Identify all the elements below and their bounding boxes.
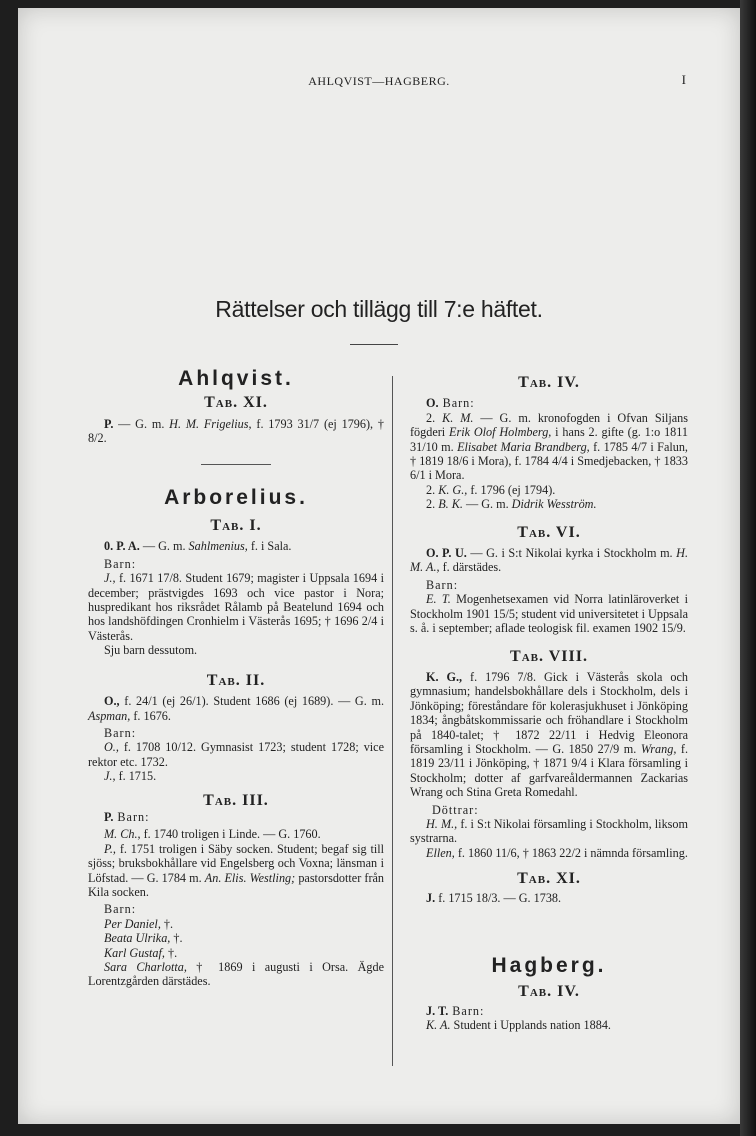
entry-paragraph: 2. K. G., f. 1796 (ej 1794). [426, 482, 556, 497]
entry-paragraph: P., f. 1751 troligen i Säby socken. Student; begaf sig till sjöss; bruksbokhållare vid Engelsberg och Voxna; länsman i Löfstad. — G. 1784 m. An. Elis. Westling; pastorsdotter från Kila socken. [88, 841, 385, 899]
entry-label: Barn: [104, 725, 137, 740]
tab-heading: Tab. III. [203, 791, 269, 809]
entry-paragraph: J., f. 1671 17/8. Student 1679; magister i Uppsala 1694 i december; prästvigdes 1693 och vice pastor i Nora; huspredikant hos riksrådet Rålamb på Beatelund 1694 och hos landshöfdingen Cronhielm i Västerås 1695; † 1696 2/4 i Västerås. [88, 571, 384, 643]
entry-paragraph: O. P. U. — G. i S:t Nikolai kyrka i Stockholm m. H. M. A., f. därstädes. [410, 546, 688, 575]
page-title: Rättelser och tillägg till 7:e häftet. [215, 296, 543, 322]
entry-paragraph: K. G., f. 1796 7/8. Gick i Västerås skola och gymnasium; handelsbokhållare dels i Stockholm, dels i Jönköping; föreståndare för kolerasjukhuset i Jönköping 1834; ångbåtskommissarie och fröhandlare i Stockholm på 1840-talet; † 1872 22/11 i Hedvig Eleonora församling i Stockholm. — G. 1850 27/9 m. Wrang, f. 1819 23/11 i Jönköping, † 1871 9/4 i Klara församling i Stockholm; dotter af garfvareåldermannen Zackarias Wrang och Stina Greta Romedahl. [410, 669, 688, 800]
entry-paragraph: Ellen, f. 1860 11/6, † 1863 22/2 i nämnda församling. [426, 845, 688, 860]
running-head: AHLQVIST—HAGBERG. [308, 74, 450, 88]
tab-heading: Tab. VIII. [510, 647, 588, 665]
entry-label: O. Barn: [426, 396, 475, 411]
page-number: I [681, 72, 686, 87]
book-edge [740, 0, 756, 1136]
child-line: Per Daniel, †. [104, 916, 174, 931]
child-line: Beata Ulrika, †. [104, 931, 183, 946]
child-line: Karl Gustaf, †. [104, 945, 178, 960]
entry-paragraph: 2. B. K. — G. m. Didrik Wesström. [426, 497, 597, 512]
tab-heading: Tab. IV. [518, 374, 580, 391]
entry-paragraph: 0. P. A. — G. m. Sahlmenius, f. i Sala. [104, 539, 292, 554]
book-page [18, 8, 740, 1124]
entry-label: Barn: [104, 902, 137, 917]
family-heading-hagberg: Hagberg. [491, 954, 607, 977]
tab-heading: Tab. IV. [518, 983, 580, 1001]
entry-paragraph: K. A. Student i Upplands nation 1884. [426, 1018, 611, 1033]
entry-paragraph: E. T. Mogenhetsexamen vid Norra latinläroverket i Stockholm 1901 15/5; student vid universitetet i Uppsala s. å. i september; aflade teologisk fil. examen 1902 15/9. [410, 592, 688, 636]
section-separator [201, 464, 271, 465]
right-column [410, 370, 688, 1033]
title-rule [350, 344, 398, 345]
child-line: Sara Charlotta, † 1869 i augusti i Orsa. Ägde Lorentzgården därstädes. [88, 960, 384, 989]
left-column [88, 367, 385, 989]
tab-heading: Tab. I. [210, 517, 262, 535]
entry-label: Barn: [104, 556, 137, 571]
entry-label: Döttrar: [432, 802, 479, 817]
entry-paragraph: 2. K. M. — G. m. kronofogden i Ofvan Siljans fögderi Erik Olof Holmberg, i hans 2. gifte (g. 1:o 1811 31/10 m. Elisabet Maria Brandberg, f. 1785 4/7 i Falun, † 1819 18/6 i Mora), f. 1784 4/4 i Smedjebacken, † 1833 6/1 i Mora. [410, 410, 689, 483]
tab-heading: Tab. XI. [204, 394, 268, 412]
entry-paragraph: M. Ch., f. 1740 troligen i Linde. — G. 1760. [104, 827, 321, 842]
tab-heading: Tab. XI. [517, 870, 581, 888]
entry-paragraph: J., f. 1715. [104, 769, 157, 784]
entry-paragraph: O., f. 1708 10/12. Gymnasist 1723; student 1728; vice rektor etc. 1732. [88, 740, 384, 769]
entry-label: P. Barn: [104, 809, 150, 824]
tab-heading: Tab. II. [206, 671, 266, 689]
entry-paragraph: O., f. 24/1 (ej 26/1). Student 1686 (ej 1689). — G. m. Aspman, f. 1676. [88, 694, 384, 723]
entry-paragraph: Sju barn dessutom. [104, 643, 198, 658]
entry-label: Barn: [426, 577, 459, 592]
tab-heading: Tab. VI. [517, 523, 581, 541]
column-divider [392, 376, 393, 1066]
entry-paragraph: J. f. 1715 18/3. — G. 1738. [426, 890, 562, 905]
family-heading-ahlqvist: Ahlqvist. [178, 367, 294, 390]
family-heading-arborelius: Arborelius. [164, 485, 308, 509]
entry-paragraph: P. — G. m. H. M. Frigelius, f. 1793 31/7 (ej 1796), † 8/2. [88, 416, 385, 446]
entry-label: J. T. Barn: [426, 1003, 485, 1018]
entry-paragraph: H. M., f. i S:t Nikolai församling i Stockholm, liksom systrarna. [410, 816, 688, 846]
